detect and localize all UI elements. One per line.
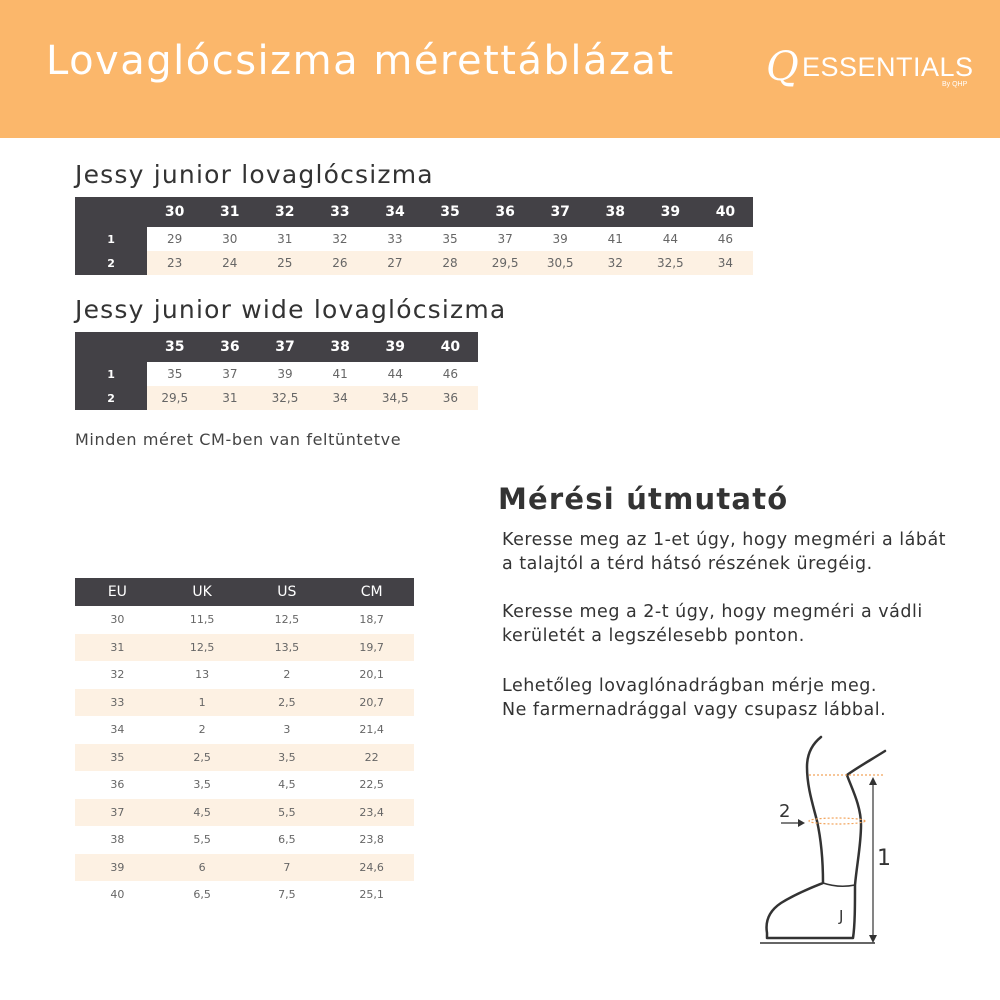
leg-measurement-diagram	[755, 735, 895, 950]
conversion-row	[75, 854, 414, 882]
guide-step-1-line-1: Keresse meg az 1-et úgy, hogy megméri a lábát	[502, 530, 947, 550]
conversion-cell: 12,5	[274, 613, 300, 627]
guide-step-1	[502, 528, 946, 576]
measurement-cell: 29,5	[478, 251, 533, 275]
measurement-row-label: 2	[75, 251, 147, 275]
measurement-cell: 34,5	[368, 386, 423, 410]
conversion-cell: 7,5	[278, 888, 296, 902]
guide-tip	[502, 674, 886, 722]
conversion-cell: 13,5	[245, 634, 330, 662]
conversion-cell: 12,5	[160, 634, 245, 662]
conversion-cell: 23,8	[359, 833, 384, 847]
junior-wide-table-title: Jessy junior wide lovaglócsizma	[75, 295, 507, 324]
size-header-cell: 32	[257, 197, 312, 227]
header-banner	[0, 0, 1000, 138]
size-header-cell: 40	[423, 332, 478, 362]
size-header-cell: 37	[257, 332, 312, 362]
conversion-cell: 20,7	[329, 689, 414, 717]
conversion-row	[75, 881, 414, 909]
label-two: 2	[779, 801, 791, 822]
guide-step-2-line-2: kerületét a legszélesebb ponton.	[502, 626, 805, 646]
size-header-cell: 30	[147, 197, 202, 227]
measurement-cell: 33	[387, 232, 403, 246]
measurement-cell: 32	[332, 232, 348, 246]
measurement-cell: 39	[277, 367, 293, 381]
sock-line-icon	[823, 883, 855, 886]
header-corner-cell	[75, 332, 147, 362]
conversion-cell: 3,5	[193, 778, 211, 792]
conversion-cell: 24,6	[329, 854, 414, 882]
guide-tip-line-2: Ne farmernadrággal vagy csupasz lábbal.	[502, 700, 887, 720]
measurement-row	[75, 362, 478, 386]
size-header-row	[75, 332, 478, 362]
conversion-row	[75, 689, 414, 717]
conversion-cell: 13	[195, 668, 210, 682]
guide-step-2	[502, 600, 923, 648]
measurement-cell: 46	[717, 232, 734, 246]
conversion-cell: 3	[283, 723, 291, 737]
conversion-cell: 6,5	[278, 833, 296, 847]
conversion-cell: 33	[75, 689, 160, 717]
measurement-cell: 41	[332, 367, 348, 381]
measurement-row-label: 2	[75, 386, 147, 410]
conversion-cell: 30	[110, 613, 125, 627]
measurement-cell: 39	[552, 232, 568, 246]
conversion-cell: 35	[75, 744, 160, 772]
size-header-cell: 40	[698, 197, 753, 227]
conversion-cell: 40	[110, 888, 125, 902]
measurement-row	[75, 251, 753, 275]
size-header-cell: 33	[312, 197, 367, 227]
conversion-cell: 7	[245, 854, 330, 882]
conversion-cell: 3,5	[245, 744, 330, 772]
conversion-row	[75, 661, 414, 689]
conversion-cell: 21,4	[359, 723, 384, 737]
label-j: J	[839, 907, 844, 925]
conversion-cell: 32	[110, 668, 125, 682]
conversion-row	[75, 634, 414, 662]
measurement-cell: 31	[202, 386, 257, 410]
measurement-cell: 27	[367, 251, 422, 275]
measurement-row-label: 1	[75, 362, 147, 386]
conversion-cell: 4,5	[160, 799, 245, 827]
size-header-cell: 35	[147, 332, 202, 362]
label-one: 1	[877, 846, 891, 871]
conversion-cell: 31	[75, 634, 160, 662]
logo-subtitle: By QHP	[942, 81, 968, 88]
size-header-cell: 38	[588, 197, 643, 227]
size-header-cell: 37	[533, 197, 588, 227]
logo-q-mark: Q	[766, 44, 799, 90]
conversion-header-cell: US	[245, 578, 330, 606]
measurement-cell: 32,5	[257, 386, 312, 410]
brand-logo	[766, 44, 976, 93]
measurement-row-label: 1	[75, 227, 147, 251]
size-header-cell: 31	[202, 197, 257, 227]
measurement-cell: 37	[497, 232, 513, 246]
conversion-cell: 6,5	[193, 888, 211, 902]
measurement-cell: 32	[588, 251, 643, 275]
measurement-cell: 24	[202, 251, 257, 275]
conversion-cell: 18,7	[359, 613, 384, 627]
conversion-cell: 39	[75, 854, 160, 882]
conversion-header-cell: CM	[329, 578, 414, 606]
conversion-cell: 22,5	[359, 778, 384, 792]
conversion-row	[75, 744, 414, 772]
guide-step-1-line-2: a talajtól a térd hátsó részének üregéig.	[502, 554, 873, 574]
header-corner-cell	[75, 197, 147, 227]
conversion-row	[75, 826, 414, 854]
conversion-cell: 19,7	[329, 634, 414, 662]
measurement-cell: 29	[166, 232, 183, 246]
measurement-cell: 28	[422, 251, 477, 275]
measurement-cell: 31	[277, 232, 293, 246]
conversion-cell: 5,5	[245, 799, 330, 827]
measurement-cell: 44	[387, 367, 403, 381]
conversion-cell: 11,5	[189, 613, 215, 627]
conversion-row	[75, 799, 414, 827]
measuring-guide-title: Mérési útmutató	[498, 482, 789, 516]
junior-size-table	[75, 197, 753, 275]
conversion-cell: 23,4	[329, 799, 414, 827]
size-header-cell: 39	[643, 197, 698, 227]
units-note: Minden méret CM-ben van feltüntetve	[75, 430, 402, 449]
conversion-row	[75, 771, 414, 799]
measurement-cell: 26	[312, 251, 367, 275]
measurement-cell: 34	[313, 386, 368, 410]
conversion-header-cell: UK	[160, 578, 245, 606]
measurement-cell: 34	[698, 251, 753, 275]
measurement-cell: 36	[423, 386, 478, 410]
conversion-cell: 4,5	[278, 778, 296, 792]
conversion-header-row	[75, 578, 414, 606]
measurement-cell: 30	[222, 232, 238, 246]
conversion-cell: 37	[75, 799, 160, 827]
conversion-cell: 2,5	[160, 744, 245, 772]
size-header-cell: 38	[313, 332, 368, 362]
conversion-cell: 2,5	[245, 689, 330, 717]
size-header-row	[75, 197, 753, 227]
conversion-cell: 6	[160, 854, 245, 882]
conversion-row	[75, 606, 414, 634]
conversion-cell: 5,5	[193, 833, 211, 847]
size-header-cell: 36	[478, 197, 533, 227]
guide-step-2-line-1: Keresse meg a 2-t úgy, hogy megméri a vádli	[502, 602, 923, 622]
size-conversion-table	[75, 578, 414, 909]
junior-table-title: Jessy junior lovaglócsizma	[75, 160, 434, 189]
measurement-row	[75, 227, 753, 251]
measurement-cell: 29,5	[147, 386, 202, 410]
measurement-cell: 25	[257, 251, 312, 275]
measurement-cell: 37	[222, 367, 238, 381]
leg-outline-icon	[767, 737, 885, 938]
conversion-cell: 36	[110, 778, 125, 792]
size-header-cell: 34	[367, 197, 422, 227]
junior-wide-size-table	[75, 332, 478, 410]
measurement-cell: 23	[147, 251, 202, 275]
conversion-header-cell: EU	[75, 578, 160, 606]
conversion-cell: 22	[329, 744, 414, 772]
measurement-cell: 46	[442, 367, 459, 381]
measurement-cell: 30,5	[533, 251, 588, 275]
conversion-cell: 34	[110, 723, 125, 737]
measurement-cell: 35	[167, 367, 183, 381]
measurement-cell: 41	[607, 232, 623, 246]
size-header-cell: 39	[368, 332, 423, 362]
logo-wordmark: ESSENTIALS	[802, 52, 974, 82]
conversion-cell: 1	[160, 689, 245, 717]
page-title: Lovaglócsizma mérettáblázat	[46, 38, 675, 84]
conversion-cell: 38	[110, 833, 125, 847]
measurement-row	[75, 386, 478, 410]
conversion-cell: 20,1	[359, 668, 384, 682]
measurement-cell: 35	[442, 232, 458, 246]
size-header-cell: 35	[422, 197, 477, 227]
size-header-cell: 36	[202, 332, 257, 362]
conversion-row	[75, 716, 414, 744]
conversion-cell: 25,1	[359, 888, 384, 902]
measurement-cell: 44	[662, 232, 678, 246]
guide-tip-line-1: Lehetőleg lovaglónadrágban mérje meg.	[502, 676, 877, 696]
conversion-cell: 2	[283, 668, 291, 682]
conversion-cell: 2	[198, 723, 206, 737]
measurement-cell: 32,5	[643, 251, 698, 275]
